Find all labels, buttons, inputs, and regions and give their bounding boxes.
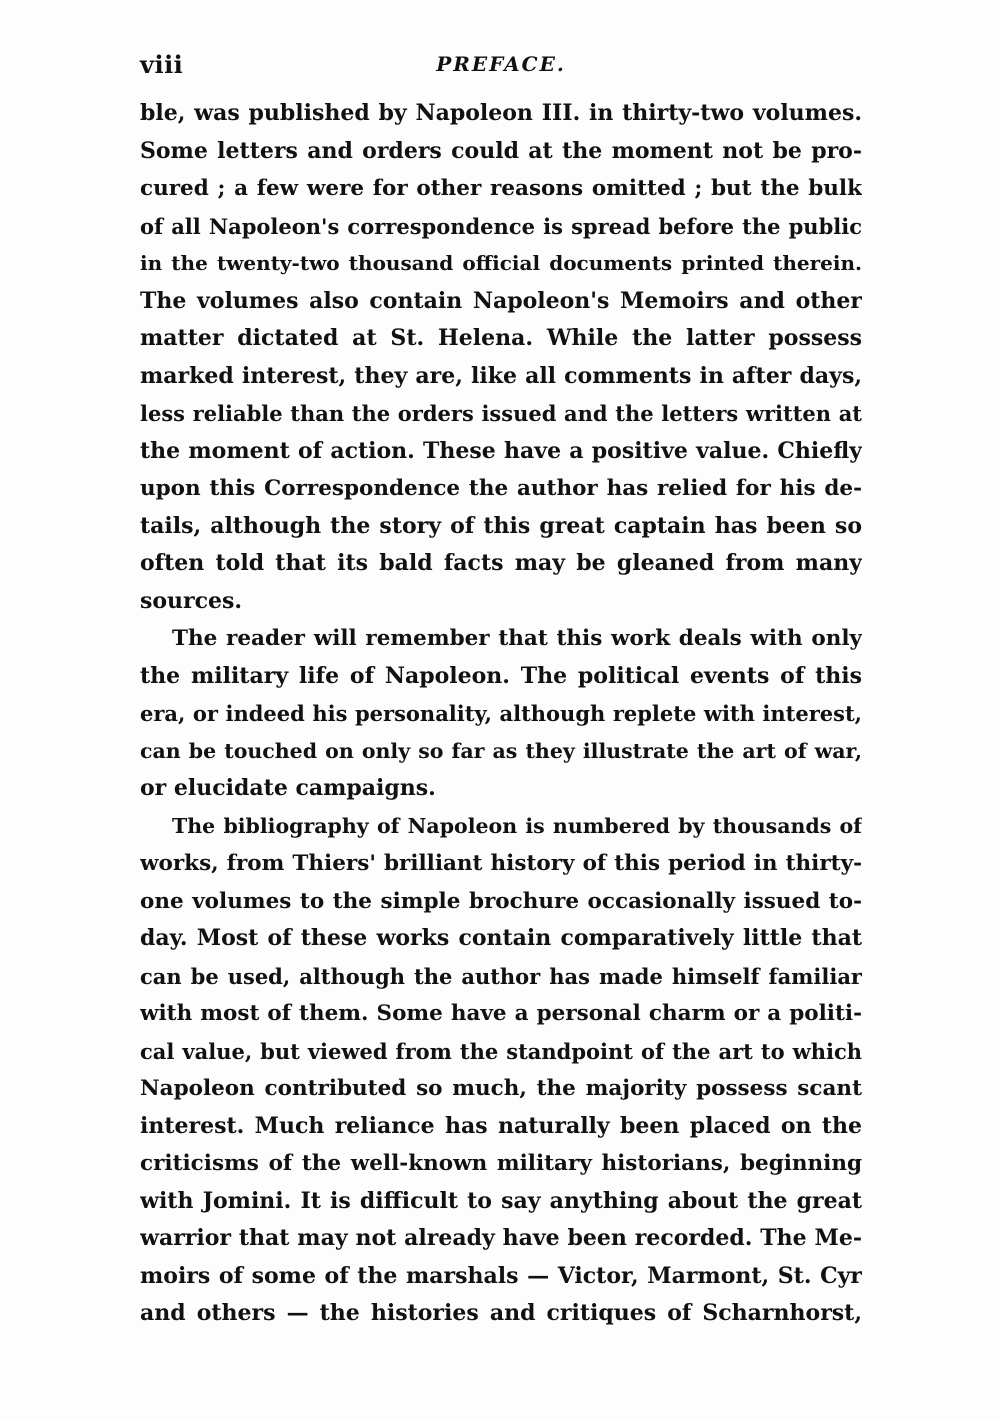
running-head [140, 50, 862, 84]
text-line: interest. Much reliance has naturally been placed on the [140, 1112, 862, 1139]
body-text [140, 95, 862, 1333]
text-line: criticisms of the well-known military historians, beginning [140, 1151, 862, 1176]
text-line: the moment of action. These have a positive value. Chiefly [140, 437, 862, 464]
text-line: with Jomini. It is difficult to say anything about the great [140, 1187, 862, 1214]
text-line: matter dictated at St. Helena. While the latter possess [140, 325, 862, 351]
paragraph-1 [140, 95, 862, 620]
text-line: tails, although the story of this great captain has been so [140, 512, 862, 539]
text-line: of all Napoleon's correspondence is spread before the public [140, 213, 862, 239]
text-line: The volumes also contain Napoleon's Memoirs and other [140, 287, 862, 314]
text-line: Napoleon contributed so much, the majority possess scant [140, 1076, 862, 1101]
text-line: day. Most of these works contain comparatively little that [140, 925, 862, 951]
page-number: viii [140, 50, 184, 79]
text-line: Some letters and orders could at the moment not be pro- [140, 137, 862, 164]
text-line: upon this Correspondence the author has relied for his de- [140, 476, 862, 501]
text-line: The bibliography of Napoleon is numbered by thousands of [172, 813, 862, 838]
text-line: or elucidate campaigns. [140, 775, 436, 801]
text-line: can be used, although the author has made himself familiar [140, 963, 862, 989]
text-line: works, from Thiers' brilliant history of this period in thirty- [140, 851, 862, 876]
running-title: PREFACE. [436, 52, 566, 76]
text-line: the military life of Napoleon. The political events of this [140, 662, 862, 689]
text-line: less reliable than the orders issued and the letters written at [140, 401, 862, 426]
text-line: cured ; a few were for other reasons omitted ; but the bulk [140, 176, 862, 201]
text-line: can be touched on only so far as they illustrate the art of war, [140, 738, 862, 763]
text-line: ble, was published by Napoleon III. in thirty-two volumes. [140, 100, 862, 126]
text-line: in the twenty-two thousand official documents printed therein. [140, 251, 862, 275]
text-line: warrior that may not already have been recorded. The Me- [140, 1225, 862, 1251]
text-line: one volumes to the simple brochure occasionally issued to- [140, 888, 862, 914]
paragraph-2 [140, 620, 862, 808]
text-line: The reader will remember that this work deals with only [172, 626, 862, 651]
text-line: with most of them. Some have a personal charm or a politi- [140, 1001, 862, 1026]
text-line: cal value, but viewed from the standpoint of the art to which [140, 1038, 862, 1064]
paragraph-3 [140, 808, 862, 1333]
text-line: moirs of some of the marshals — Victor, Marmont, St. Cyr [140, 1262, 862, 1289]
text-line: marked interest, they are, like all comments in after days, [140, 362, 862, 389]
text-line: often told that its bald facts may be gleaned from many [140, 550, 862, 576]
text-line: era, or indeed his personality, although replete with interest, [140, 701, 862, 726]
text-line: and others — the histories and critiques of Scharnhorst, [140, 1300, 862, 1326]
text-line: sources. [140, 587, 243, 614]
